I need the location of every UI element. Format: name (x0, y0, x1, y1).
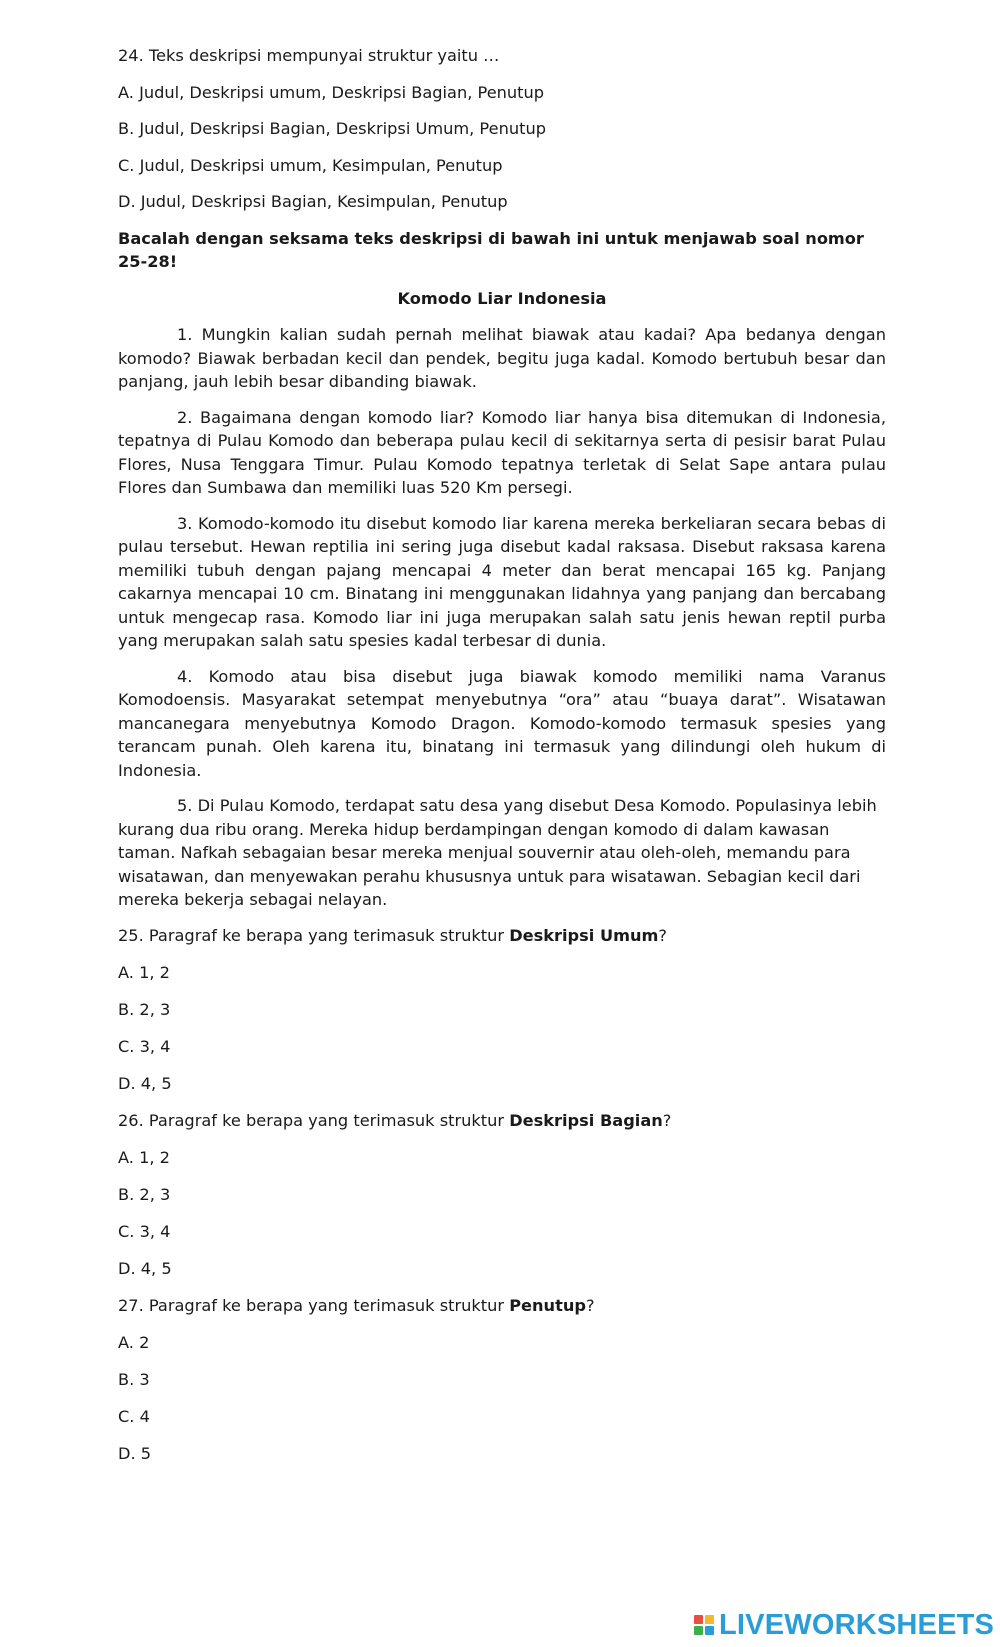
q25-option-c: C. 3, 4 (118, 1036, 171, 1056)
liveworksheets-logo-icon (694, 1615, 714, 1635)
reading-instruction: Bacalah dengan seksama teks deskripsi di bawah ini untuk menjawab soal nomor 25-28! (118, 228, 864, 271)
logo-square-green (694, 1626, 703, 1635)
q24-option-b: B. Judul, Deskripsi Bagian, Deskripsi Umum, Penutup (118, 119, 546, 138)
logo-text: LIVEWORKSHEETS (719, 1608, 995, 1641)
question-26-suffix: ? (662, 1110, 672, 1130)
q27-option-d: D. 5 (118, 1443, 152, 1463)
question-25-prefix: 25. Paragraf ke berapa yang terimasuk struktur (118, 925, 510, 945)
question-26 (118, 1109, 886, 1281)
logo-square-yellow (705, 1615, 714, 1624)
question-27 (118, 1294, 886, 1466)
logo-square-red (694, 1615, 703, 1624)
question-25-term: Deskripsi Umum (509, 925, 659, 945)
question-27-suffix: ? (585, 1295, 595, 1315)
question-27-term: Penutup (509, 1295, 586, 1315)
q26-option-b: B. 2, 3 (118, 1184, 171, 1204)
reading-passage (118, 287, 886, 912)
logo-square-blue (705, 1626, 714, 1635)
question-24-text: 24. Teks deskripsi mempunyai struktur yaitu … (118, 46, 500, 65)
reading-paragraph-4: 4. Komodo atau bisa disebut juga biawak komodo memiliki nama Varanus Komodoensis. Masyarakat setempat menyebutnya “ora” atau “buaya darat”. Wisatawan mancanegara menyebutnya Komodo Dragon. Komodo-komodo termasuk spesies yang terancam punah. Oleh karena itu, binatang ini termasuk yang dilindungi oleh hukum di Indonesia. (118, 666, 886, 780)
reading-paragraph-2: 2. Bagaimana dengan komodo liar? Komodo liar hanya bisa ditemukan di Indonesia, tepatnya di Pulau Komodo dan beberapa pulau kecil di sekitarnya serta di pesisir barat Pulau Flores, Nusa Tenggara Timur. Pulau Komodo tepatnya terletak di Selat Sape antara pulau Flores dan Sumbawa dan memiliki luas 520 Km persegi. (118, 407, 886, 497)
question-27-prefix: 27. Paragraf ke berapa yang terimasuk struktur (118, 1295, 510, 1315)
q26-option-a: A. 1, 2 (118, 1147, 170, 1167)
worksheet-page (118, 44, 886, 1479)
question-24 (118, 44, 886, 214)
q24-option-d: D. Judul, Deskripsi Bagian, Kesimpulan, Penutup (118, 192, 508, 211)
reading-paragraph-3: 3. Komodo-komodo itu disebut komodo liar karena mereka berkeliaran secara bebas di pulau tersebut. Hewan reptilia ini sering juga disebut kadal raksasa. Disebut raksasa karena memiliki tubuh dengan pajang mencapai 4 meter dan berat mencapai 165 kg. Panjang cakarnya mencapai 10 cm. Binatang ini menggunakan lidahnya yang panjang dan bercabang untuk mengecap rasa. Komodo liar ini juga merupakan salah satu jenis hewan reptil purba yang merupakan salah satu spesies kadal terbesar di dunia. (118, 513, 886, 650)
q24-option-a: A. Judul, Deskripsi umum, Deskripsi Bagian, Penutup (118, 82, 545, 102)
question-25-text (118, 924, 886, 948)
liveworksheets-logo (694, 1610, 994, 1640)
reading-title: Komodo Liar Indonesia (397, 288, 607, 308)
q27-option-a: A. 2 (118, 1332, 150, 1352)
question-26-term: Deskripsi Bagian (509, 1110, 663, 1130)
reading-paragraph-5: 5. Di Pulau Komodo, terdapat satu desa yang disebut Desa Komodo. Populasinya lebih kurang dua ribu orang. Mereka hidup berdampingan dengan komodo di dalam kawasan taman. Nafkah sebagaian besar mereka menjual souvernir atau oleh-oleh, memandu para wisatawan, dan menyewakan perahu khususnya untuk para wisatawan. Sebagian kecil dari mereka bekerja sebagai nelayan. (118, 796, 877, 909)
q25-option-d: D. 4, 5 (118, 1073, 172, 1093)
question-25-suffix: ? (658, 925, 667, 945)
q27-option-c: C. 4 (118, 1406, 150, 1426)
q26-option-c: C. 3, 4 (118, 1221, 171, 1241)
q24-option-c: C. Judul, Deskripsi umum, Kesimpulan, Penutup (118, 155, 503, 175)
q26-option-d: D. 4, 5 (118, 1258, 172, 1278)
reading-paragraph-1: 1. Mungkin kalian sudah pernah melihat biawak atau kadai? Apa bedanya dengan komodo? Biawak berbadan kecil dan pendek, begitu juga kadal. Komodo bertubuh besar dan panjang, jauh lebih besar dibanding biawak. (118, 325, 886, 391)
question-27-text (118, 1294, 886, 1318)
q27-option-b: B. 3 (118, 1369, 150, 1389)
question-26-text (118, 1109, 886, 1133)
question-25 (118, 924, 886, 1096)
q25-option-b: B. 2, 3 (118, 999, 171, 1019)
question-26-prefix: 26. Paragraf ke berapa yang terimasuk struktur (118, 1110, 510, 1130)
q25-option-a: A. 1, 2 (118, 962, 170, 982)
